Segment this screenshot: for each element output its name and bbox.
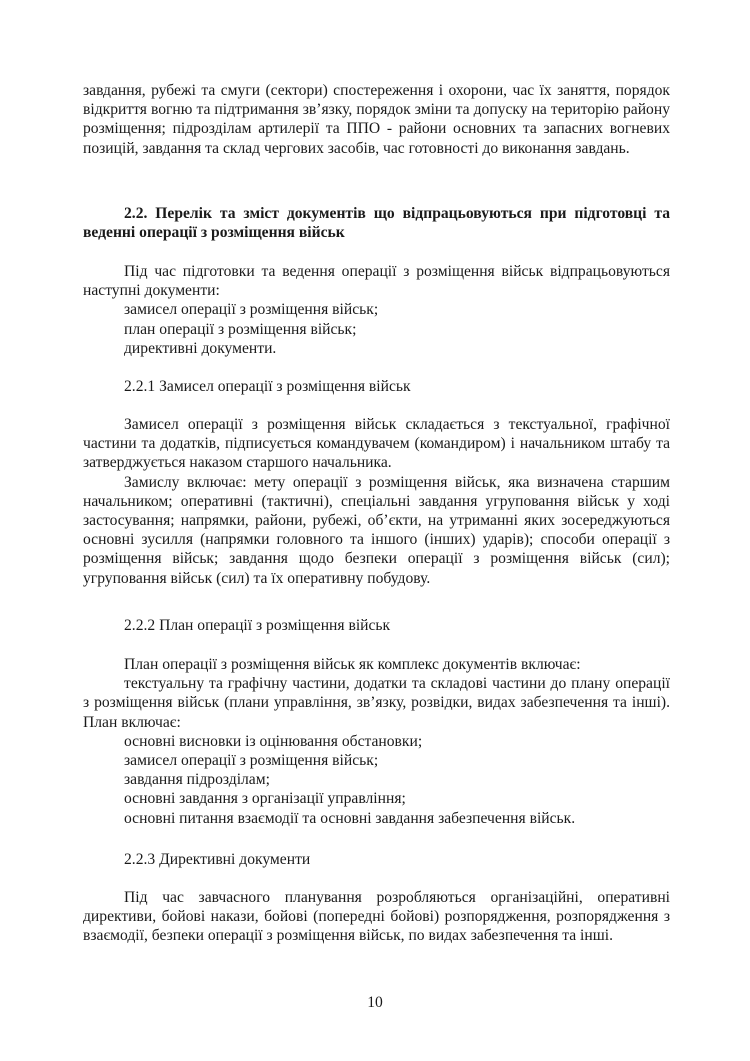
paragraph: текстуальну та графічну частини, додатки та складові частини до плану операції з розміщення військ (плани управління, зв’язку, розвідки, видах забезпечення та інші). План включає: [83,675,670,731]
list-item: основні питання взаємодії та основні завдання забезпечення військ. [124,809,576,827]
subsection-2-2-3-body [83,888,670,946]
section-2-2 [83,204,670,242]
list-item: замисел операції з розміщення військ; [124,752,379,770]
list-item: основні завдання з організації управління; [124,790,406,808]
subsection-heading: 2.2.1 Замисел операції з розміщення військ [124,378,411,395]
subsection-2-2-1-heading-wrap [83,377,670,396]
subsection-2-2-3-heading-wrap [83,850,670,869]
paragraph: Під час завчасного планування розробляються організаційні, оперативні директиви, бойові накази, бойові (попередні бойові) розпорядження, розпорядження з взаємодії, безпеки операції з розміщення військ, по видах забезпечення та інші. [83,889,670,945]
paragraph: План операції з розміщення військ як комплекс документів включає: [124,656,581,673]
paragraph: Замислу включає: мету операції з розміщення військ, яка визначена старшим начальником; оперативні (тактичні), спеціальні завдання угруповання військ у ході застосування; напрямки, райони, рубежі, об’єкти, на утриманні яких зосереджуються основні зусилля (напрямки головного та іншого (інших) ударів); способи операції з розміщення військ; завдання щодо безпеки операції з розміщення військ (сил); угруповання військ (сил) та їх оперативну побудову. [83,473,670,587]
section-2-2-body [83,262,670,358]
list-item: завдання підрозділам; [124,771,270,789]
subsection-heading: 2.2.2 План операції з розміщення військ [124,617,391,634]
list-item: план операції з розміщення військ; [124,320,357,338]
subsection-heading: 2.2.3 Директивні документи [124,851,311,868]
intro-paragraph: завдання, рубежі та смуги (сектори) спостереження і охорони, час їх заняття, порядок відкриття вогню та підтримання зв’язку, порядок зміни та допуску на територію району розміщення; підрозділам артилерії та ППО - райони основних та запасних вогневих позицій, завдання та склад чергових засобів, час готовності до виконання завдань. [83,82,670,157]
list-item: основні висновки із оцінювання обстановки; [124,732,423,750]
list-item: директивні документи. [124,339,277,357]
subsection-2-2-2-heading-wrap [83,616,670,635]
list-item: замисел операції з розміщення військ; [124,301,379,319]
subsection-2-2-1-body [83,415,670,588]
subsection-2-2-2-body [83,655,670,828]
paragraph: Замисел операції з розміщення військ складається з текстуальної, графічної частини та додатків, підписується командувачем (командиром) і начальником штабу та затверджується наказом старшого начальника. [83,416,670,472]
section-heading: 2.2. Перелік та зміст документів що відпрацьовуються при підготовці та веденні операції з розміщення військ [83,205,670,242]
intro-block [83,81,670,158]
page-number: 10 [367,994,383,1011]
section-intro: Під час підготовки та ведення операції з розміщення військ відпрацьовуються наступні документи: [83,263,670,300]
